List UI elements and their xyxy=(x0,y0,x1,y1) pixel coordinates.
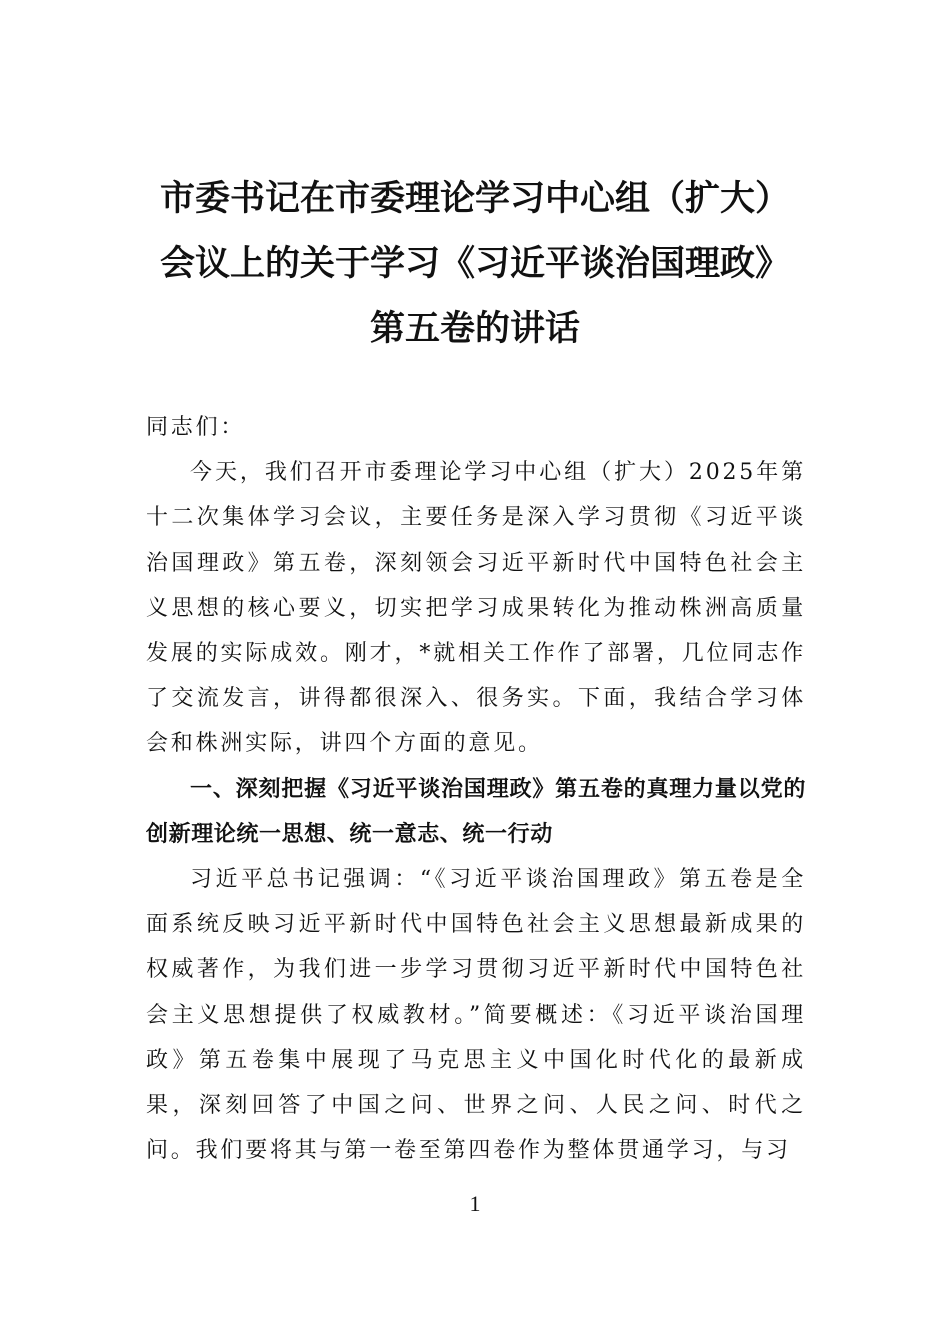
document-body xyxy=(146,405,806,1173)
document-title xyxy=(100,166,850,361)
salutation: 同志们： xyxy=(146,415,246,440)
section-paragraph: 习近平总书记强调：“《习近平谈治国理政》第五卷是全面系统反映习近平新时代中国特色社会主义思想最新成果的权威著作，为我们进一步学习贯彻习近平新时代中国特色社会主义思想提供了权威教材。”简要概述：《习近平谈治国理政》第五卷集中展现了马克思主义中国化时代化的最新成果，深刻回答了中国之问、世界之问、人民之问、时代之问。我们要将其与第一卷至第四卷作为整体贯通学习，与习 xyxy=(146,867,806,1164)
page-number: 1 xyxy=(469,1191,481,1216)
title-line-1: 市委书记在市委理论学习中心组（扩大） xyxy=(159,178,790,219)
intro-paragraph: 今天，我们召开市委理论学习中心组（扩大）2025年第十二次集体学习会议，主要任务是深入学习贯彻《习近平谈治国理政》第五卷，深刻领会习近平新时代中国特色社会主义思想的核心要义，切实把学习成果转化为推动株洲高质量发展的实际成效。刚才，*就相关工作作了部署，几位同志作了交流发言，讲得都很深入、很务实。下面，我结合学习体会和株洲实际，讲四个方面的意见。 xyxy=(146,460,806,757)
section-heading: 一、深刻把握《习近平谈治国理政》第五卷的真理力量以党的创新理论统一思想、统一意志、统一行动 xyxy=(146,776,806,847)
title-line-3: 第五卷的讲话 xyxy=(369,308,580,349)
title-line-2: 会议上的关于学习《习近平谈治国理政》 xyxy=(159,243,790,284)
